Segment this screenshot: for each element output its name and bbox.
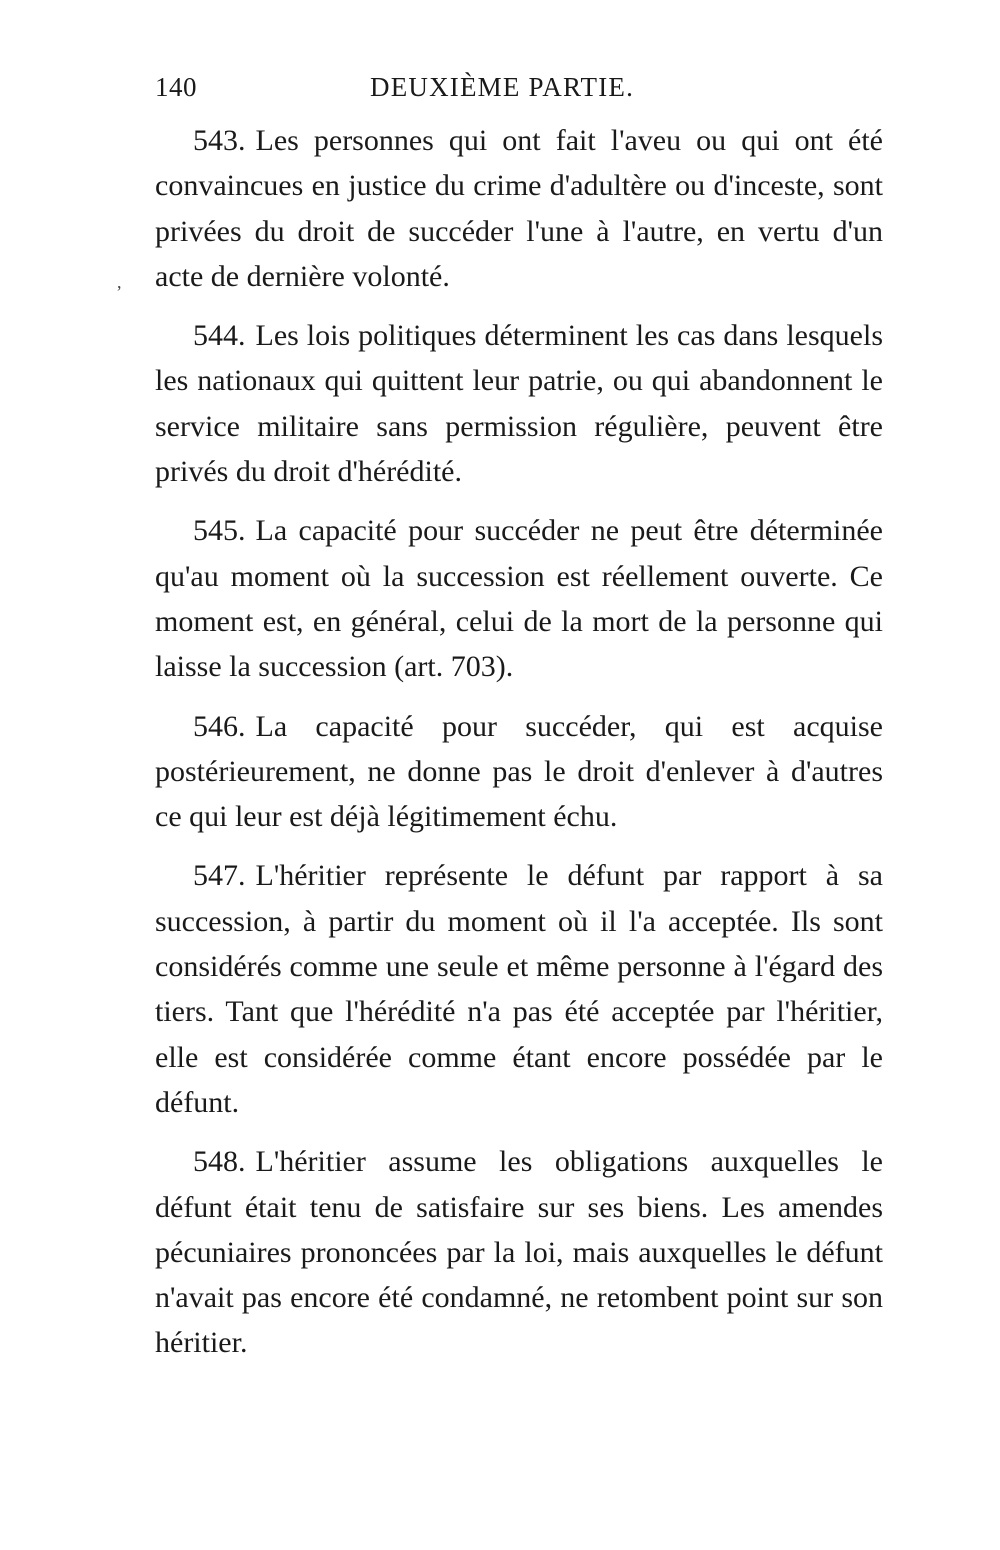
article-number: 545.	[193, 514, 246, 548]
article-number: 543.	[193, 124, 246, 157]
article-545	[155, 508, 883, 689]
running-head	[155, 72, 715, 112]
article-547	[155, 853, 883, 1125]
article-number: 544.	[193, 319, 246, 353]
article-546	[155, 704, 883, 840]
article-number: 547.	[193, 859, 246, 893]
page-number: 140	[155, 72, 197, 102]
article-number: 548.	[193, 1145, 246, 1179]
article-544	[155, 313, 883, 494]
article-text: L'héritier assume les obligations auxquelles le défunt était tenu de satisfaire sur ses biens. Les amendes pécuniaires prononcées par la loi, mais auxquelles le défunt n'avait pas encore été condamné, ne retombent point sur son héritier.	[155, 1145, 883, 1360]
article-text: L'héritier représente le défunt par rapport à sa succession, à partir du moment où il l'a acceptée. Ils sont considérés comme une seule et même personne à l'égard des tiers. Tant que l'hérédité n'a pas été acceptée par l'héritier, elle est considérée comme étant encore possédée par le défunt.	[155, 859, 883, 1119]
margin-mark: ,	[117, 272, 122, 292]
article-text: La capacité pour succéder ne peut être déterminée qu'au moment où la succession est réellement ouverte. Ce moment est, en général, celui de la mort de la personne qui laisse la succession (art. 703).	[155, 514, 883, 684]
article-548	[155, 1139, 883, 1365]
part-title: DEUXIÈME PARTIE.	[370, 72, 635, 102]
article-543	[155, 118, 883, 299]
article-text: Les lois politiques déterminent les cas dans lesquels les nationaux qui quittent leur patrie, ou qui abandonnent le service militaire sans permission régulière, peuvent être privés du droit d'hérédité.	[155, 319, 883, 489]
article-text: Les personnes qui ont fait l'aveu ou qui ont été convaincues en justice du crime d'adultère ou d'inceste, sont privées du droit de succéder l'une à l'autre, en vertu d'un acte de dernière volonté.	[155, 124, 883, 293]
article-text: La capacité pour succéder, qui est acquise postérieurement, ne donne pas le droit d'enlever à d'autres ce qui leur est déjà légitimement échu.	[155, 709, 883, 834]
article-number: 546.	[193, 709, 246, 743]
article-list	[155, 118, 883, 1380]
